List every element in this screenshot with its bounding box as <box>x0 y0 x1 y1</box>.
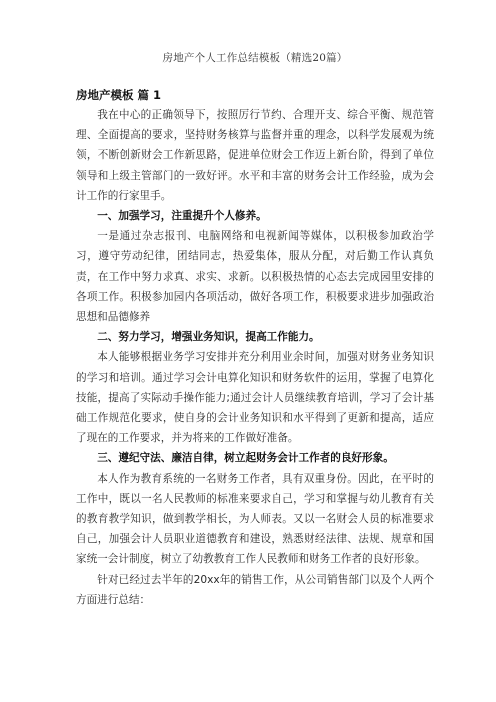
paragraph-business-knowledge: 本人能够根据业务学习安排并充分利用业余时间，加强对财务业务知识的学习和培训。通过学习会计电算化知识和财务软件的运用，掌握了电算化技能，提高了实际动手操作能力;通过会计人员继续教育培训，学习了会计基础工作规范化要求，使自身的会计业务知识和水平得到了更新和提高，适应了现在的工作要求，并为将来的工作做好准备。 <box>76 351 434 445</box>
subheading-study: 一、加强学习，注重提升个人修养。 <box>97 210 267 223</box>
subheading-integrity: 三、遵纪守法、廉洁自律，树立起财务会计工作者的良好形象。 <box>97 452 394 465</box>
paragraph-integrity: 本人作为教育系统的一名财务工作者，具有双重身份。因此，在平时的工作中，既以一名人民教师的标准来要求自己，学习和掌握与幼儿教育有关的教育教学知识，做到教学相长，为人师表。又以一名财会人员的标准要求自己，加强会计人员职业道德教育和建设，熟悉财经法律、法规、规章和国家统一会计制度，树立了幼教教育工作人民教师和财务工作者的良好形象。 <box>76 472 434 566</box>
document-title: 房地产个人工作总结模板（精选20篇） <box>162 52 348 64</box>
paragraph-intro: 我在中心的正确领导下，按照厉行节约、合理开支、综合平衡、规范管理、全面提高的要求，坚持财务核算与监督并重的理念，以科学发展观为统领，不断创新财会工作新思路，促进单位财会工作迈上新台阶，得到了单位领导和上级主管部门的一致好评。水平和丰富的财务会计工作经验，成为会计工作的行家里手。 <box>76 109 434 202</box>
paragraph-study: 一是通过杂志报刊、电脑网络和电视新闻等媒体，以积极参加政治学习，遵守劳动纪律，团结同志，热爱集体，服从分配，对后勤工作认真负责，在工作中努力求真、求实、求新。以积极热情的心态去完成园里安排的各项工作。积极参加园内各项活动，做好各项工作，积极要求进步加强政治思想和品德修养 <box>76 230 434 324</box>
paragraph-sales-summary: 针对已经过去半年的20xx年的销售工作，从公司销售部门以及个人两个方面进行总结： <box>76 573 434 606</box>
section-heading: 房地产模板 篇 1 <box>76 88 162 102</box>
subheading-business-knowledge: 二、努力学习，增强业务知识，提高工作能力。 <box>97 331 320 344</box>
